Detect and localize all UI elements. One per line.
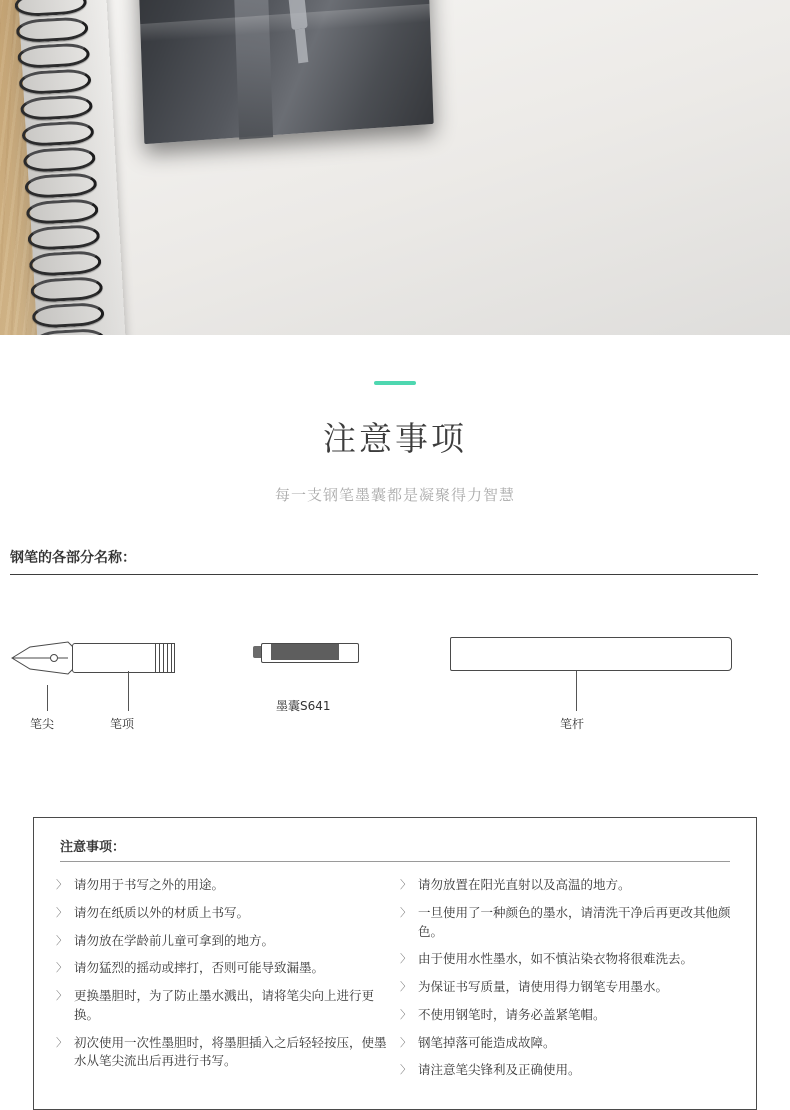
chevron-right-icon: 〉 (400, 1007, 411, 1021)
chevron-right-icon: 〉 (400, 980, 411, 993)
chevron-right-icon: 〉 (400, 1035, 411, 1049)
precautions-columns (56, 876, 734, 1089)
chevron-right-icon: 〉 (400, 952, 411, 966)
chevron-right-icon: 〉 (56, 989, 67, 1002)
parts-section-heading-text: 钢笔的各部分名称： (10, 550, 136, 566)
precautions-divider (60, 861, 730, 862)
list-item-text: 由于使用水性墨水，如不慎沾染衣物将很难洗去。 (418, 951, 694, 967)
precautions-left-column (56, 876, 390, 1089)
chevron-right-icon: 〉 (56, 1035, 67, 1049)
list-item-text: 请勿放置在阳光直射以及高温的地方。 (418, 877, 631, 892)
hero-product-photo (0, 0, 790, 335)
ink-cartridge-shape (253, 637, 365, 667)
label-grip: 笔项 (110, 717, 135, 731)
heading-underline (10, 574, 758, 575)
list-item (56, 876, 390, 895)
ink-cartridge-box (136, 0, 433, 144)
box-cartridge-illustration (287, 0, 307, 30)
list-item-text: 钢笔掉落可能造成故障。 (418, 1034, 556, 1050)
chevron-right-icon: 〉 (56, 905, 67, 919)
leader-line-grip (128, 671, 129, 711)
page-title: 注意事项 (323, 419, 467, 458)
chevron-right-icon: 〉 (400, 905, 411, 919)
list-item-text: 请勿放在学龄前儿童可拿到的地方。 (74, 932, 275, 948)
list-item (400, 950, 734, 969)
list-item (400, 1006, 734, 1025)
accent-divider (374, 381, 416, 385)
precautions-box (33, 817, 757, 1110)
list-item (400, 904, 734, 942)
label-nib: 笔尖 (30, 717, 55, 731)
chevron-right-icon: 〉 (400, 1063, 411, 1077)
chevron-right-icon: 〉 (400, 878, 411, 891)
pen-parts-diagram (0, 585, 790, 795)
list-item (56, 987, 390, 1025)
hero-fade (0, 309, 790, 335)
list-item (56, 959, 390, 978)
list-item (56, 932, 390, 951)
parts-section-heading (10, 547, 758, 575)
grip-threads-shape (152, 643, 175, 673)
chevron-right-icon: 〉 (56, 961, 67, 975)
page-subtitle: 每一支钢笔墨囊都是凝聚得力智慧 (274, 486, 515, 504)
leader-line-nib (47, 685, 48, 711)
pen-front-assembly (10, 635, 190, 681)
list-item (400, 1034, 734, 1053)
leader-line-barrel (576, 671, 577, 711)
nib-icon (10, 637, 80, 679)
list-item (56, 904, 390, 923)
label-barrel: 笔杆 (560, 717, 585, 731)
list-item (400, 1061, 734, 1080)
list-item-text: 一旦使用了一种颜色的墨水，请清洗干净后再更改其他颜色。 (418, 904, 731, 939)
list-item-text: 为保证书写质量，请使用得力钢笔专用墨水。 (418, 979, 669, 994)
chevron-right-icon: 〉 (56, 933, 67, 947)
chevron-right-icon: 〉 (56, 878, 67, 891)
list-item (56, 1034, 390, 1072)
list-item-text: 初次使用一次性墨胆时，将墨胆插入之后轻轻按压，使墨水从笔尖流出后再进行书写。 (74, 1034, 387, 1069)
grip-section-shape (72, 643, 154, 673)
list-item-text: 请注意笔尖锋利及正确使用。 (418, 1062, 581, 1078)
label-cartridge: 墨囊S641 (276, 699, 331, 713)
pen-barrel-shape (450, 637, 732, 671)
precautions-right-column (400, 876, 734, 1089)
list-item-text: 请勿用于书写之外的用途。 (74, 877, 225, 892)
box-highlight (140, 4, 430, 42)
list-item-text: 请勿在纸质以外的材质上书写。 (74, 904, 250, 920)
list-item-text: 请勿猛烈的摇动或摔打，否则可能导致漏墨。 (74, 960, 325, 976)
cartridge-ink-fill (271, 644, 339, 660)
list-item (400, 978, 734, 997)
section-title-block (0, 335, 790, 505)
precautions-title: 注意事项： (60, 840, 126, 855)
list-item-text: 不使用钢笔时，请务必盖紧笔帽。 (418, 1006, 606, 1022)
list-item (400, 876, 734, 895)
list-item-text: 更换墨胆时，为了防止墨水溅出，请将笔尖向上进行更换。 (74, 988, 375, 1022)
